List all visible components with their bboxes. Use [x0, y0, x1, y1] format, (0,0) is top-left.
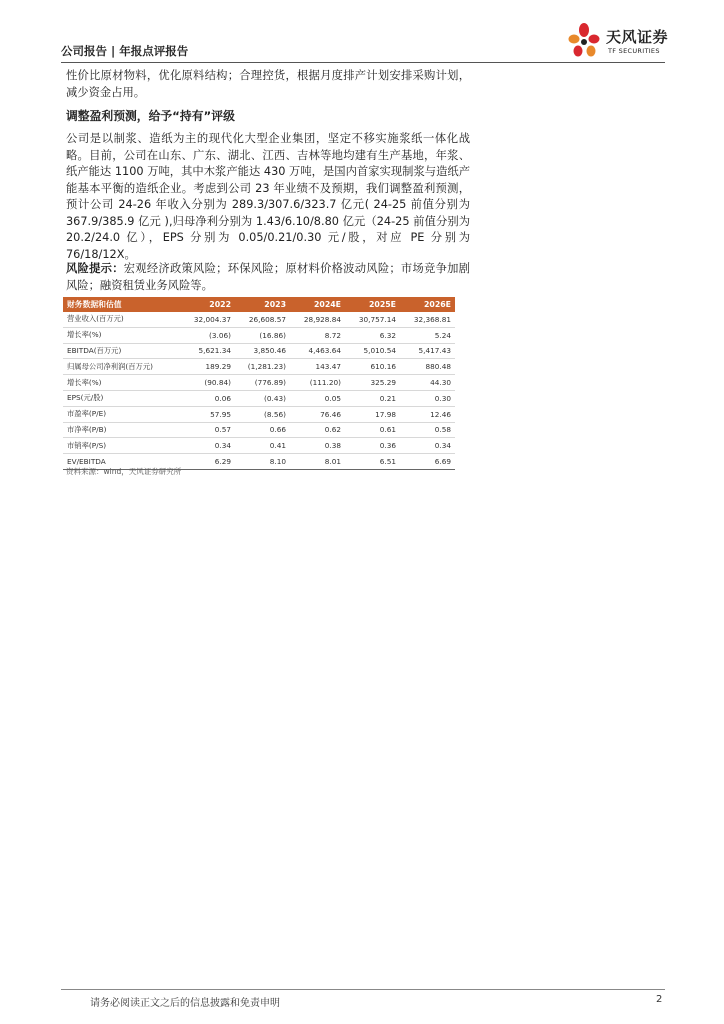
table-cell: 8.01: [290, 454, 345, 470]
financial-data-table: [63, 297, 455, 470]
table-cell: 3,850.46: [235, 343, 290, 359]
table-cell: 0.05: [290, 390, 345, 406]
logo-english-name: TF SECURITIES: [608, 47, 660, 55]
header-cell: 2026E: [400, 297, 455, 312]
table-cell: 5,417.43: [400, 343, 455, 359]
data-source-note: 资料来源：wind，天风证券研究所: [66, 467, 182, 476]
table-cell: 0.61: [345, 422, 400, 438]
table-cell: 0.62: [290, 422, 345, 438]
header-cell: 2023: [235, 297, 290, 312]
table-cell: 4,463.64: [290, 343, 345, 359]
logo-flower-icon: [566, 22, 602, 60]
table-cell: 0.30: [400, 390, 455, 406]
report-type-header: 公司报告 | 年报点评报告: [61, 44, 189, 58]
table-row: [63, 343, 455, 359]
disclaimer-footer: 请务必阅读正文之后的信息披露和免责申明: [90, 998, 280, 1009]
risk-text: 宏观经济政策风险；环保风险；原材料价格波动风险；市场竞争加剧风险；融资租赁业务风险等。: [66, 262, 470, 292]
intro-paragraph: 性价比原材物料，优化原料结构；合理控货，根据月度排产计划安排采购计划，减少资金占用。: [66, 69, 470, 99]
table-cell: 8.72: [290, 327, 345, 343]
table-cell: 0.58: [400, 422, 455, 438]
table-row: [63, 312, 455, 327]
table-row: [63, 438, 455, 454]
table-cell: 0.66: [235, 422, 290, 438]
table-cell: 5.24: [400, 327, 455, 343]
table-cell: (111.20): [290, 375, 345, 391]
table-cell: 28,928.84: [290, 312, 345, 327]
row-label: EV/EBITDA: [63, 454, 183, 470]
table-row: [63, 375, 455, 391]
table-cell: 880.48: [400, 359, 455, 375]
page-number: 2: [656, 994, 663, 1005]
table-cell: 26,608.57: [235, 312, 290, 327]
table-header-row: [63, 297, 455, 312]
table-cell: 6.69: [400, 454, 455, 470]
table-cell: 6.29: [183, 454, 235, 470]
table-cell: 0.38: [290, 438, 345, 454]
table-cell: (90.84): [183, 375, 235, 391]
table-cell: 143.47: [290, 359, 345, 375]
table-row: [63, 406, 455, 422]
row-label: EPS(元/股): [63, 390, 183, 406]
table-cell: 32,004.37: [183, 312, 235, 327]
header-divider: [61, 62, 665, 63]
table-cell: (776.89): [235, 375, 290, 391]
table-cell: 76.46: [290, 406, 345, 422]
forecast-paragraph: 公司是以制浆、造纸为主的现代化大型企业集团，坚定不移实施浆纸一体化战略。目前，公司在山东、广东、湖北、江西、吉林等地均建有生产基地，年浆、纸产能达 1100 万吨，其中木浆产能达 430 万吨，是国内首家实现制浆与造纸产能基本平衡的造纸企业。考虑到公司 23 年业绩不及预期，我们调整盈利预测，预计公司 24-26 年收入分别为 289.3/307.6/323.7 亿元( 24-25 前值分别为 367.9/385.9 亿元 ),归母净利分别为 1.43/6.10/8.80 亿元（24-25 前值分别为 20.2/24.0 亿），EPS 分别为 0.05/0.21/0.30 元/股，对应 PE 分别为 76/18/12X。: [66, 132, 470, 261]
logo-chinese-name: 天风证券: [606, 28, 669, 46]
table-cell: 0.57: [183, 422, 235, 438]
table-cell: 8.10: [235, 454, 290, 470]
row-label: 增长率(%): [63, 375, 183, 391]
table-cell: 610.16: [345, 359, 400, 375]
table-cell: 189.29: [183, 359, 235, 375]
row-label: 市净率(P/B): [63, 422, 183, 438]
table-cell: 5,010.54: [345, 343, 400, 359]
table-cell: 0.34: [183, 438, 235, 454]
header-cell: 2025E: [345, 297, 400, 312]
table-row: [63, 359, 455, 375]
table-cell: 32,368.81: [400, 312, 455, 327]
risk-label: 风险提示：: [66, 262, 124, 275]
table-cell: 44.30: [400, 375, 455, 391]
risk-paragraph: [66, 261, 470, 294]
table-cell: 5,621.34: [183, 343, 235, 359]
table-cell: 17.98: [345, 406, 400, 422]
table-cell: 30,757.14: [345, 312, 400, 327]
header-cell: 财务数据和估值: [63, 297, 183, 312]
table-cell: 0.36: [345, 438, 400, 454]
header-cell: 2024E: [290, 297, 345, 312]
table-cell: 325.29: [345, 375, 400, 391]
section-heading: 调整盈利预测，给予“持有”评级: [66, 109, 235, 123]
table-row: [63, 390, 455, 406]
table-cell: (0.43): [235, 390, 290, 406]
table-cell: (8.56): [235, 406, 290, 422]
table-row: [63, 422, 455, 438]
table-cell: 0.41: [235, 438, 290, 454]
row-label: 市销率(P/S): [63, 438, 183, 454]
table-row: [63, 327, 455, 343]
table-cell: 6.51: [345, 454, 400, 470]
row-label: 增长率(%): [63, 327, 183, 343]
row-label: 营业收入(百万元): [63, 312, 183, 327]
footer-divider: [61, 989, 665, 990]
table-cell: 0.06: [183, 390, 235, 406]
row-label: 市盈率(P/E): [63, 406, 183, 422]
table-cell: 0.34: [400, 438, 455, 454]
header-cell: 2022: [183, 297, 235, 312]
table-cell: (1,281.23): [235, 359, 290, 375]
table-cell: (3.06): [183, 327, 235, 343]
row-label: EBITDA(百万元): [63, 343, 183, 359]
table-cell: 6.32: [345, 327, 400, 343]
table-cell: 12.46: [400, 406, 455, 422]
table-cell: (16.86): [235, 327, 290, 343]
row-label: 归属母公司净利润(百万元): [63, 359, 183, 375]
company-logo: [566, 22, 670, 62]
table-cell: 0.21: [345, 390, 400, 406]
table-cell: 57.95: [183, 406, 235, 422]
